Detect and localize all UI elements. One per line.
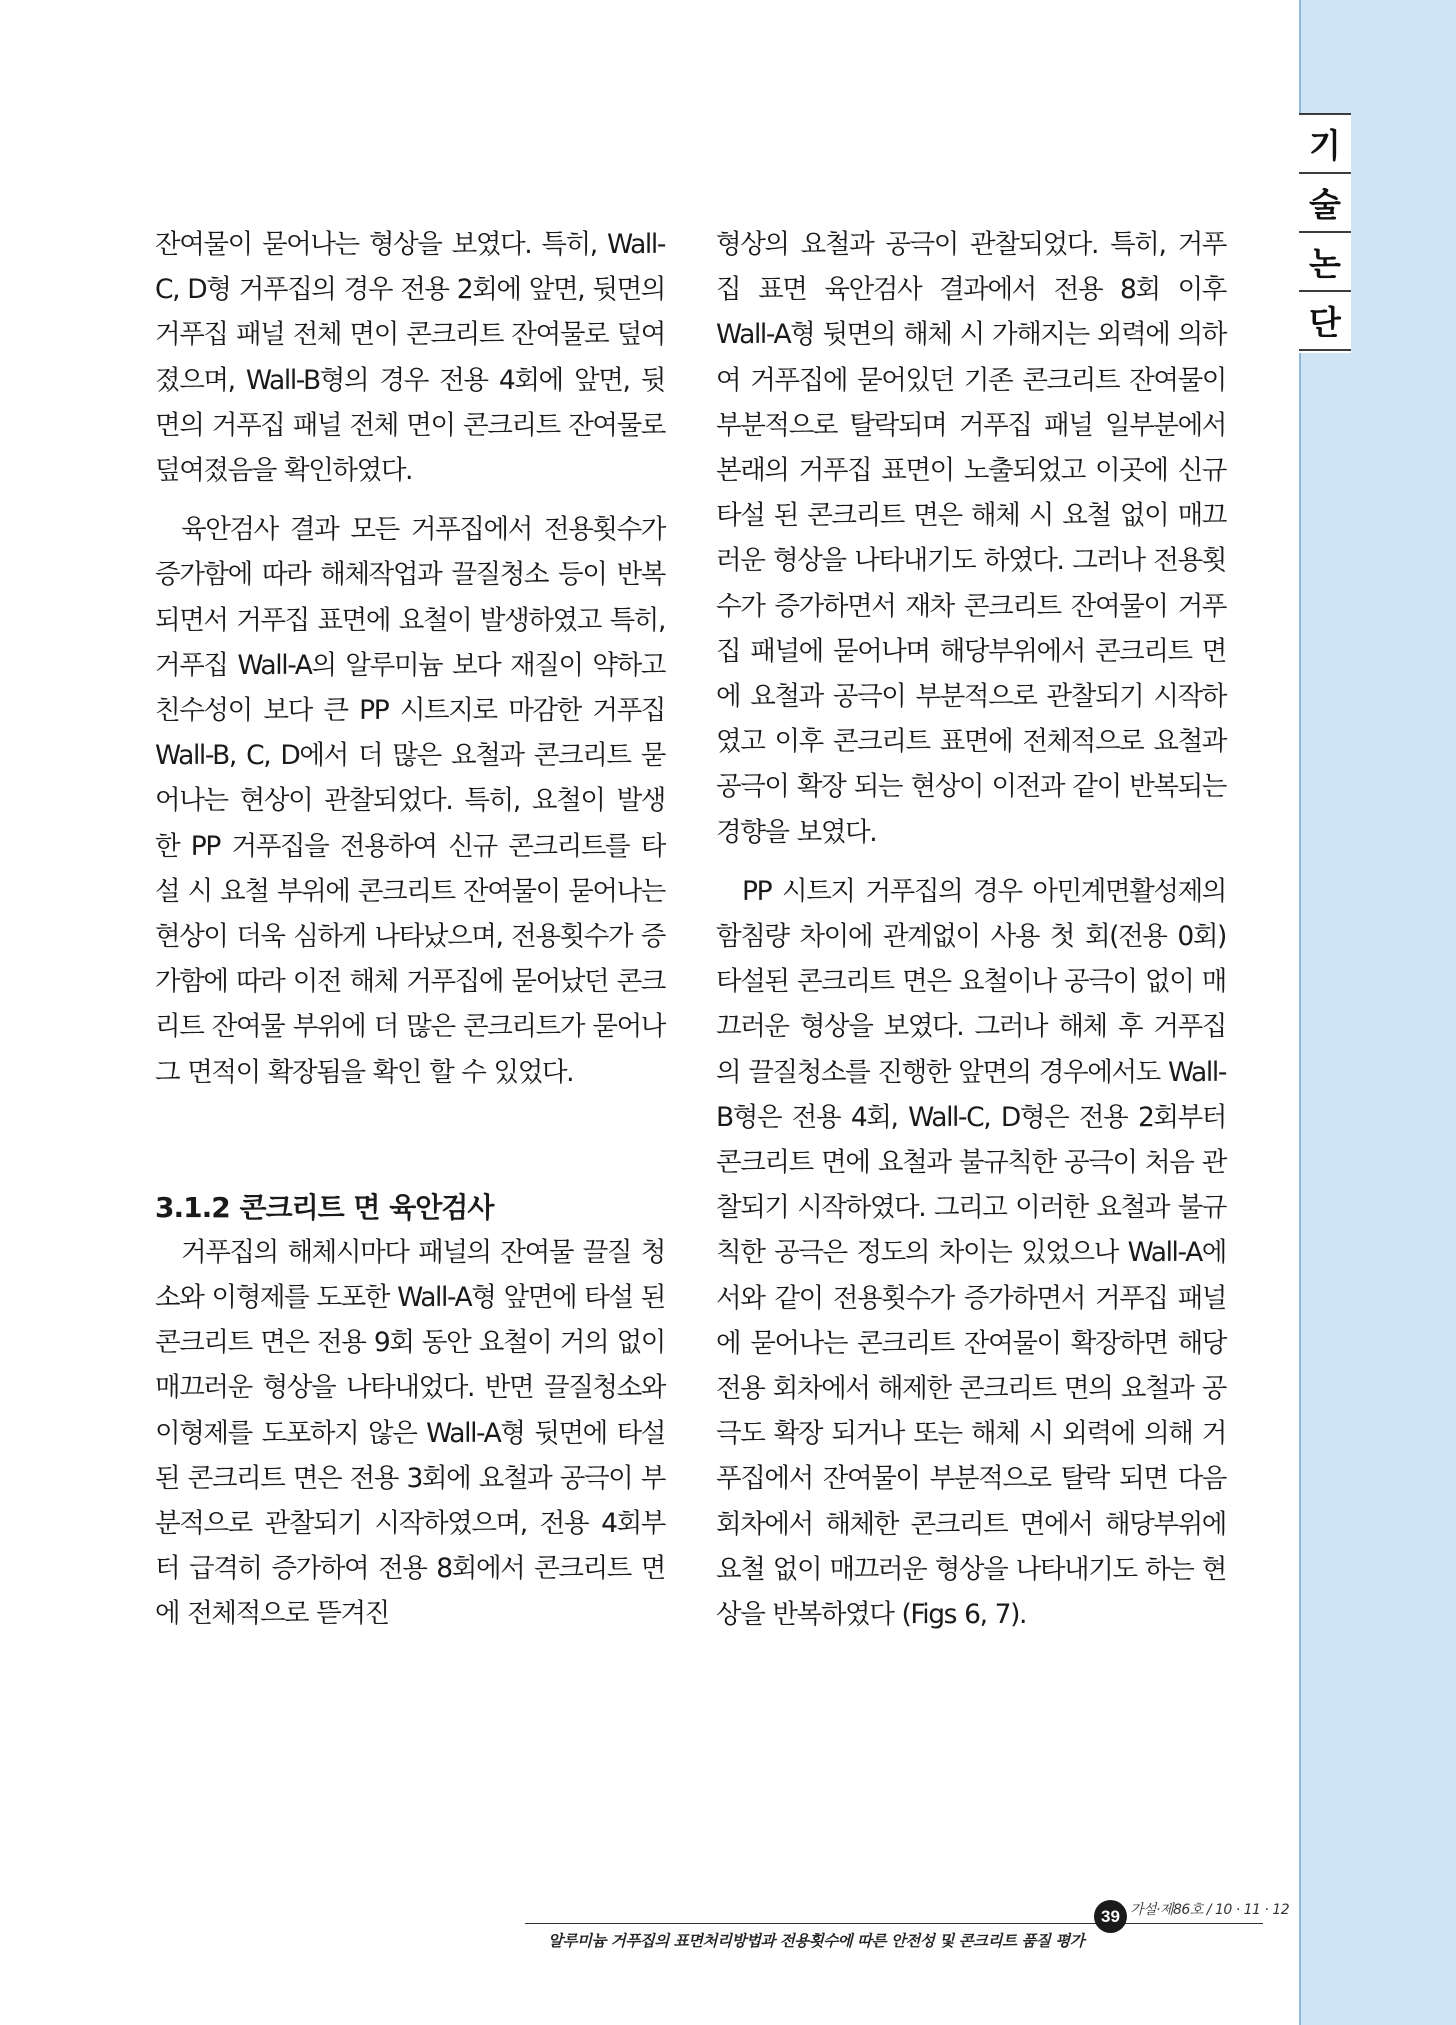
- body-paragraph: 육안검사 결과 모든 거푸집에서 전용횟수가 증가함에 따라 해체작업과 끌질청소 등이 반복되면서 거푸집 표면에 요철이 발생하였고 특히, 거푸집 Wall-A의 알루미늄 보다 재질이 약하고 친수성이 보다 큰 PP 시트지로 마감한 거푸집 Wall-B, C, D에서 더 많은 요철과 콘크리트 묻어나는 현상이 관찰되었다. 특히, 요철이 발생한 PP 거푸집을 전용하여 신규 콘크리트를 타설 시 요철 부위에 콘크리트 잔여물이 묻어나는 현상이 더욱 심하게 나타났으며, 전용횟수가 증가함에 따라 이전 해체 거푸집에 묻어났던 콘크리트 잔여물 부위에 더 많은 콘크리트가 묻어나 그 면적이 확장됨을 확인 할 수 있었다.: [155, 514, 665, 1088]
- footer-rule: [525, 1923, 1263, 1924]
- left-column: [155, 222, 665, 1637]
- body-paragraph: PP 시트지 거푸집의 경우 아민계면활성제의 함침량 차이에 관계없이 사용 첫 회(전용 0회) 타설된 콘크리트 면은 요철이나 공극이 없이 매끄러운 형상을 보였다. 그러나 해체 후 거푸집의 끌질청소를 진행한 앞면의 경우에서도 Wall-B형은 전용 4회, Wall-C, D형은 전용 2회부터 콘크리트 면에 요철과 불규칙한 공극이 처음 관찰되기 시작하였다. 그리고 이러한 요철과 불규칙한 공극은 정도의 차이는 있었으나 Wall-A에서와 같이 전용횟수가 증가하면서 거푸집 패널에 묻어나는 콘크리트 잔여물이 확장하면 해당 전용 회차에서 해제한 콘크리트 면의 요철과 공극도 확장 되거나 또는 해체 시 외력에 의해 거푸집에서 잔여물이 부분적으로 탈락 되면 다음 회차에서 해체한 콘크리트 면에서 해당부위에 요철 없이 매끄러운 형상을 나타내기도 하는 현상을 반복하였다 (Figs 6, 7).: [716, 875, 1226, 1631]
- section-tab-char: 술: [1299, 174, 1351, 233]
- section-tab-char: 단: [1299, 292, 1351, 351]
- section-heading: 3.1.2 콘크리트 면 육안검사: [155, 1190, 494, 1224]
- section-tab-char: 기: [1299, 115, 1351, 174]
- running-footer-title: 알루미늄 거푸집의 표면처리방법과 전용횟수에 따른 안전성 및 콘크리트 품질 평가: [548, 1932, 1085, 1950]
- issue-info: 가설·제86호 / 10 · 11 · 12: [1130, 1902, 1290, 1918]
- page-number: 39: [1094, 1900, 1127, 1933]
- body-paragraph: 잔여물이 묻어나는 형상을 보였다. 특히, Wall-C, D형 거푸집의 경우 전용 2회에 앞면, 뒷면의 거푸집 패널 전체 면이 콘크리트 잔여물로 덮여졌으며, Wall-B형의 경우 전용 4회에 앞면, 뒷면의 거푸집 패널 전체 면이 콘크리트 잔여물로 덮여졌음을 확인하였다.: [155, 229, 665, 487]
- body-paragraph: 형상의 요철과 공극이 관찰되었다. 특히, 거푸집 표면 육안검사 결과에서 전용 8회 이후 Wall-A형 뒷면의 해체 시 가해지는 외력에 의하여 거푸집에 묻어있던 기존 콘크리트 잔여물이 부분적으로 탈락되며 거푸집 패널 일부분에서 본래의 거푸집 표면이 노출되었고 이곳에 신규 타설 된 콘크리트 면은 해체 시 요철 없이 매끄러운 형상을 나타내기도 하였다. 그러나 전용횟수가 증가하면서 재차 콘크리트 잔여물이 거푸집 패널에 묻어나며 해당부위에서 콘크리트 면에 요철과 공극이 부분적으로 관찰되기 시작하였고 이후 콘크리트 표면에 전체적으로 요철과 공극이 확장 되는 현상이 이전과 같이 반복되는 경향을 보였다.: [716, 229, 1226, 848]
- section-tab: [1299, 113, 1351, 353]
- right-column: [716, 222, 1226, 1637]
- section-tab-char: 논: [1299, 233, 1351, 292]
- body-paragraph: 거푸집의 해체시마다 패널의 잔여물 끌질 청소와 이형제를 도포한 Wall-A형 앞면에 타설 된 콘크리트 면은 전용 9회 동안 요철이 거의 없이 매끄러운 형상을 나타내었다. 반면 끌질청소와 이형제를 도포하지 않은 Wall-A형 뒷면에 타설 된 콘크리트 면은 전용 3회에 요철과 공극이 부분적으로 관찰되기 시작하였으며, 전용 4회부터 급격히 증가하여 전용 8회에서 콘크리트 면에 전체적으로 뜯겨진: [155, 1236, 665, 1630]
